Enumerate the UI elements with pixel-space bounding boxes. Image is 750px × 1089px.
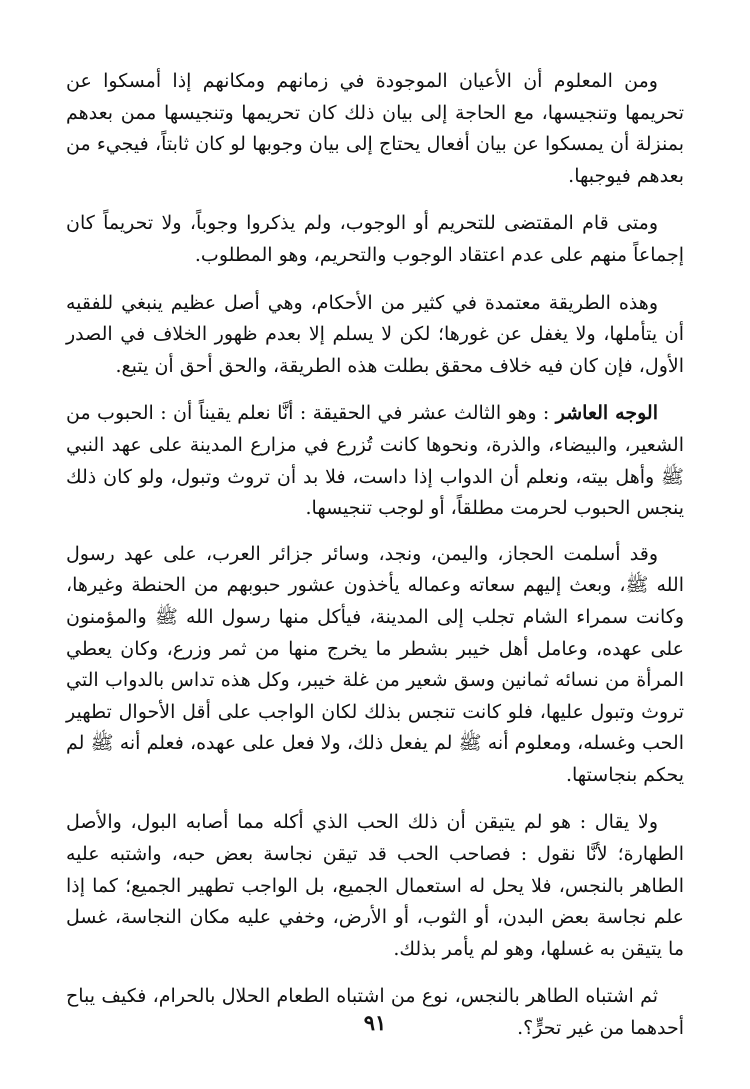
paragraph-4-text: : وهو الثالث عشر في الحقيقة : أنَّا نعلم يقيناً أن : الحبوب من الشعير، والبيضاء، والذرة، ونحوها كانت تُزرع في مزارع المدينة على عهد النبي ﷺ وأهل بيته، ونعلم أن الدواب إذا داست، فلا بد أن تروث وتبول، ولو كان ذلك ينجس الحبوب لحرمت مطلقاً، أو لوجب تنجيسها. [66,402,684,520]
paragraph-3 [66,288,684,383]
paragraph-2 [66,208,684,271]
paragraph-6 [66,807,684,965]
body-text [66,66,684,1059]
paragraph-2-text: ومتى قام المقتضى للتحريم أو الوجوب، ولم يذكروا وجوباً، ولا تحريماً كان إجماعاً منهم على عدم اعتقاد الوجوب والتحريم، وهو المطلوب. [66,212,684,266]
section-heading: الوجه العاشر [555,402,658,425]
paragraph-6-text: ولا يقال : هو لم يتيقن أن ذلك الحب الذي أكله مما أصابه البول، والأصل الطهارة؛ لأنَّا نقول : فصاحب الحب قد تيقن نجاسة بعض حبه، واشتبه عليه الطاهر بالنجس، فلا يحل له استعمال الجميع، بل الواجب تطهير الجميع؛ كما إذا علم نجاسة بعض البدن، أو الثوب، أو الأرض، وخفي عليه مكان النجاسة، غسل ما يتيقن به غسلها، وهو لم يأمر بذلك. [66,811,684,960]
paragraph-1 [66,66,684,192]
page-number: ٩١ [363,1010,387,1035]
paragraph-5 [66,539,684,792]
paragraph-1-text: ومن المعلوم أن الأعيان الموجودة في زمانهم ومكانهم إذا أمسكوا عن تحريمها وتنجيسها، مع الحاجة إلى بيان ذلك كان تحريمها وتنجيسها ممن بعدهم بمنزلة أن يمسكوا عن بيان أفعال يحتاج إلى بيان وجوبها لو كان ثابتاً، فيجيء من بعدهم فيوجبها. [66,70,684,187]
paragraph-4 [66,398,684,524]
paragraph-5-text: وقد أسلمت الحجاز، واليمن، ونجد، وسائر جزائر العرب، على عهد رسول الله ﷺ، وبعث إليهم سعاته وعماله يأخذون عشور حبوبهم من الحنطة وغيرها، وكانت سمراء الشام تجلب إلى المدينة، فيأكل منها رسول الله ﷺ والمؤمنون على عهده، وعامل أهل خيبر بشطر ما يخرج منها من ثمر وزرع، وكان يعطي المرأة من نسائه ثمانين وسق شعير من غلة خيبر، وكل هذه تداس بالدواب التي تروث وتبول عليها، فلو كانت تنجس بذلك لكان الواجب على أقل الأحوال تطهير الحب وغسله، ومعلوم أنه ﷺ لم يفعل ذلك، ولا فعل على عهده، فعلم أنه ﷺ لم يحكم بنجاستها. [66,542,684,786]
paragraph-7-text: ثم اشتباه الطاهر بالنجس، نوع من اشتباه الطعام الحلال بالحرام، فكيف يباح أحدهما من غير تحرٍّ؟. [66,985,684,1040]
paragraph-3-text: وهذه الطريقة معتمدة في كثير من الأحكام، وهي أصل عظيم ينبغي للفقيه أن يتأملها، ولا يغفل عن غورها؛ لكن لا يسلم إلا بعدم ظهور الخلاف في الصدر الأول، فإن كان فيه خلاف محقق بطلت هذه الطريقة، والحق أحق أن يتبع. [66,291,684,377]
